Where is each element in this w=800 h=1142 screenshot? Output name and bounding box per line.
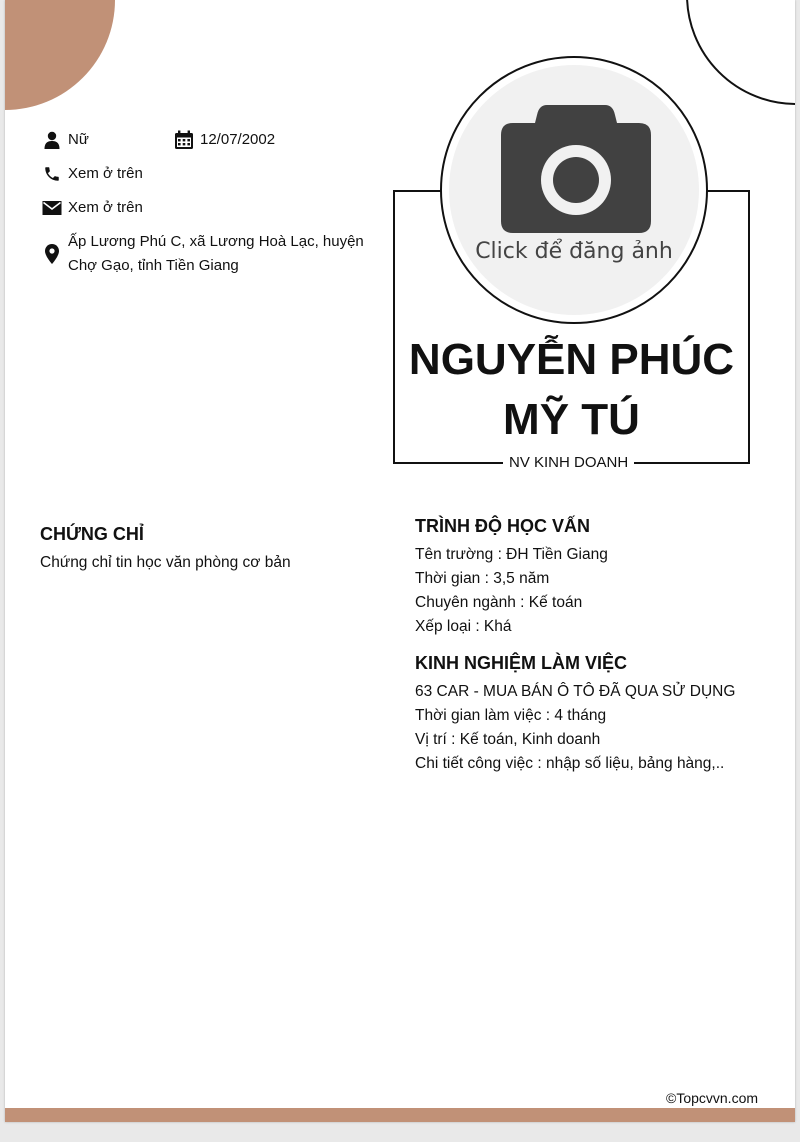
certificate-item[interactable]: Chứng chỉ tin học văn phòng cơ bản <box>40 554 291 571</box>
job-title[interactable]: NV KINH DOANH <box>503 452 634 474</box>
full-name[interactable] <box>393 330 750 450</box>
education-title[interactable]: TRÌNH ĐỘ HỌC VẤN <box>415 516 590 536</box>
copyright-text: ©Topcvvn.com <box>666 1090 759 1106</box>
avatar-placeholder <box>449 65 699 315</box>
experience-company[interactable]: 63 CAR - MUA BÁN Ô TÔ ĐÃ QUA SỬ DỤNG <box>415 683 736 700</box>
email-value[interactable]: Xem ở trên <box>68 199 143 216</box>
experience-details[interactable]: Chi tiết công việc : nhập số liệu, bảng hàng,.. <box>415 755 725 772</box>
education-grade[interactable]: Xếp loại : Khá <box>415 618 512 635</box>
location-pin-icon <box>42 230 62 278</box>
camera-icon <box>501 103 651 235</box>
full-name-line-2: MỸ TÚ <box>503 395 640 444</box>
phone-value[interactable]: Xem ở trên <box>68 165 143 182</box>
gender-row <box>42 128 89 152</box>
phone-icon <box>42 162 62 186</box>
gender-value[interactable]: Nữ <box>68 131 89 148</box>
experience-position[interactable]: Vị trí : Kế toán, Kinh doanh <box>415 731 601 748</box>
education-school[interactable]: Tên trường : ĐH Tiền Giang <box>415 546 608 563</box>
birthdate-row <box>174 128 275 152</box>
decorative-ring <box>686 0 795 105</box>
address-row <box>42 230 364 278</box>
certificates-title[interactable]: CHỨNG CHỈ <box>40 524 144 544</box>
calendar-icon <box>174 128 194 152</box>
address-value[interactable] <box>68 230 364 278</box>
education-major[interactable]: Chuyên ngành : Kế toán <box>415 594 583 611</box>
phone-row <box>42 162 143 186</box>
experience-duration[interactable]: Thời gian làm việc : 4 tháng <box>415 707 607 724</box>
avatar-upload[interactable] <box>440 56 708 324</box>
person-icon <box>42 128 62 152</box>
bottom-accent-bar <box>5 1108 795 1122</box>
address-line-2: Chợ Gạo, tỉnh Tiền Giang <box>68 257 239 274</box>
full-name-line-1: NGUYỄN PHÚC <box>408 335 735 384</box>
email-icon <box>42 196 62 220</box>
education-duration[interactable]: Thời gian : 3,5 năm <box>415 570 550 587</box>
address-line-1: Ấp Lương Phú C, xã Lương Hoà Lạc, huyện <box>68 233 364 250</box>
decorative-quarter-circle <box>5 0 115 110</box>
avatar-caption: Click để đăng ảnh <box>475 239 673 264</box>
email-row <box>42 196 143 220</box>
birthdate-value[interactable]: 12/07/2002 <box>200 131 276 148</box>
experience-title[interactable]: KINH NGHIỆM LÀM VIỆC <box>415 653 628 673</box>
